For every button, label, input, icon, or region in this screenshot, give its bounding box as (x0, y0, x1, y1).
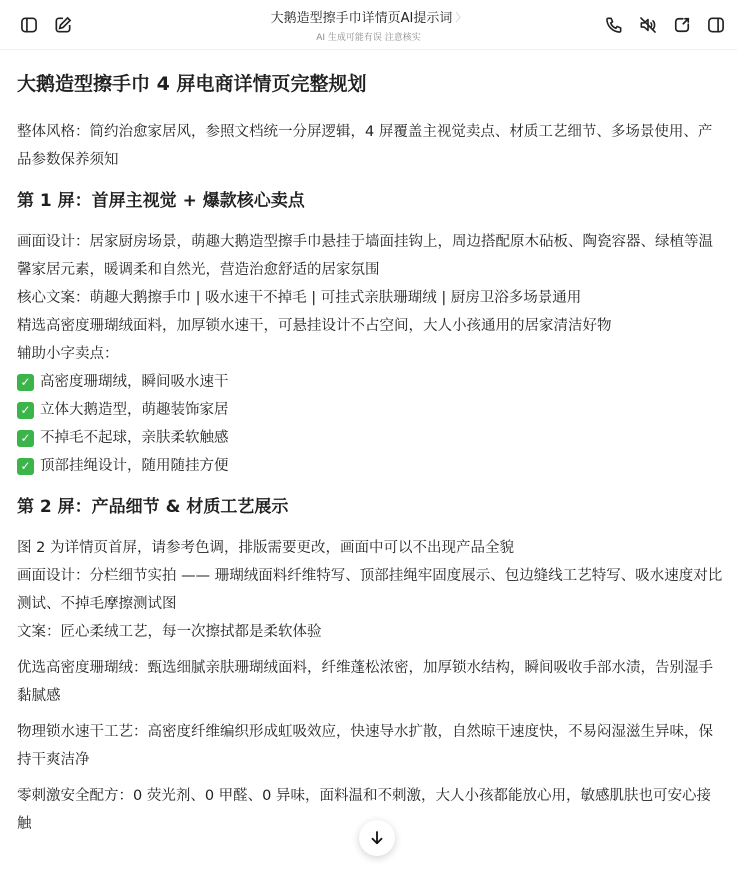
phone-icon[interactable] (601, 12, 627, 38)
section-2-note: 图 2 为详情页首屏，请参考色调，排版需要更改，画面中可以不出现产品全貌 (17, 540, 514, 556)
section-1-sub-label: 辅助小字卖点： (17, 346, 119, 362)
section-2-point-3: 零刺激安全配方：0 荧光剂、0 甲醛、0 异味，面料温和不刺激，大人小孩都能放心用，敏感肌肤也可安心接触 (17, 788, 711, 832)
intro-paragraph: 整体风格：简约治愈家居风，参照文档统一分屏逻辑，4 屏覆盖主视觉卖点、材质工艺细节、多场景使用、产品参数保养须知 (17, 124, 713, 168)
check-item (17, 368, 723, 396)
section-1-copy: 核心文案：萌趣大鹅擦手巾 | 吸水速干不掉毛 | 可挂式亲肤珊瑚绒 | 厨房卫浴多场景通用 (17, 290, 582, 306)
arrow-down-icon (368, 829, 386, 847)
scroll-to-bottom-button[interactable] (359, 820, 395, 856)
section-1-design: 画面设计：居家厨房场景，萌趣大鹅造型擦手巾悬挂于墙面挂钩上，周边搭配原木砧板、陶瓷容器、绿植等温馨家居元素，暖调柔和自然光，营造治愈舒适的居家氛围 (17, 234, 713, 278)
checkmark-icon: ✓ (17, 458, 34, 475)
panel-icon[interactable] (703, 12, 729, 38)
checkmark-icon: ✓ (17, 374, 34, 391)
section-2-heading: 第 2 屏：产品细节 & 材质工艺展示 (17, 497, 289, 517)
section-2-copy: 文案：匠心柔绒工艺，每一次擦拭都是柔软体验 (17, 624, 322, 640)
section-2-point-1: 优选高密度珊瑚绒：甄选细腻亲肤珊瑚绒面料，纤维蓬松浓密，加厚锁水结构，瞬间吸收手部水渍，告别湿手黏腻感 (17, 660, 713, 704)
top-bar (0, 0, 737, 50)
check-item-text: 顶部挂绳设计，随用随挂方便 (40, 458, 229, 474)
check-item (17, 396, 723, 424)
check-item-text: 高密度珊瑚绒，瞬间吸水速干 (40, 374, 229, 390)
message-content (17, 64, 723, 838)
checkmark-icon: ✓ (17, 402, 34, 419)
section-1-desc: 精选高密度珊瑚绒面料，加厚锁水速干，可悬挂设计不占空间，大人小孩通用的居家清洁好物 (17, 318, 612, 334)
section-2-point-2: 物理锁水速干工艺：高密度纤维编织形成虹吸效应，快速导水扩散，自然晾干速度快，不易闷湿滋生异味，保持干爽洁净 (17, 724, 713, 768)
speaker-mute-icon[interactable] (635, 12, 661, 38)
checkmark-icon: ✓ (17, 430, 34, 447)
section-1-heading: 第 1 屏：首屏主视觉 + 爆款核心卖点 (17, 191, 305, 211)
ai-disclaimer: AI 生成可能有误 注意核实 (316, 33, 421, 43)
conversation-title-text: 大鹅造型擦手巾详情页AI提示词 (270, 11, 453, 26)
chevron-right-icon: 〉 (455, 10, 467, 24)
check-item-text: 立体大鹅造型，萌趣装饰家居 (40, 402, 229, 418)
share-icon[interactable] (669, 12, 695, 38)
check-item (17, 424, 723, 452)
check-item (17, 452, 723, 480)
check-item-text: 不掉毛不起球，亲肤柔软触感 (40, 430, 229, 446)
conversation-title[interactable] (271, 7, 467, 26)
section-2-design: 画面设计：分栏细节实拍 —— 珊瑚绒面料纤维特写、顶部挂绳牢固度展示、包边缝线工艺特写、吸水速度对比测试、不掉毛摩擦测试图 (17, 568, 723, 612)
document-title: 大鹅造型擦手巾 4 屏电商详情页完整规划 (17, 73, 367, 95)
